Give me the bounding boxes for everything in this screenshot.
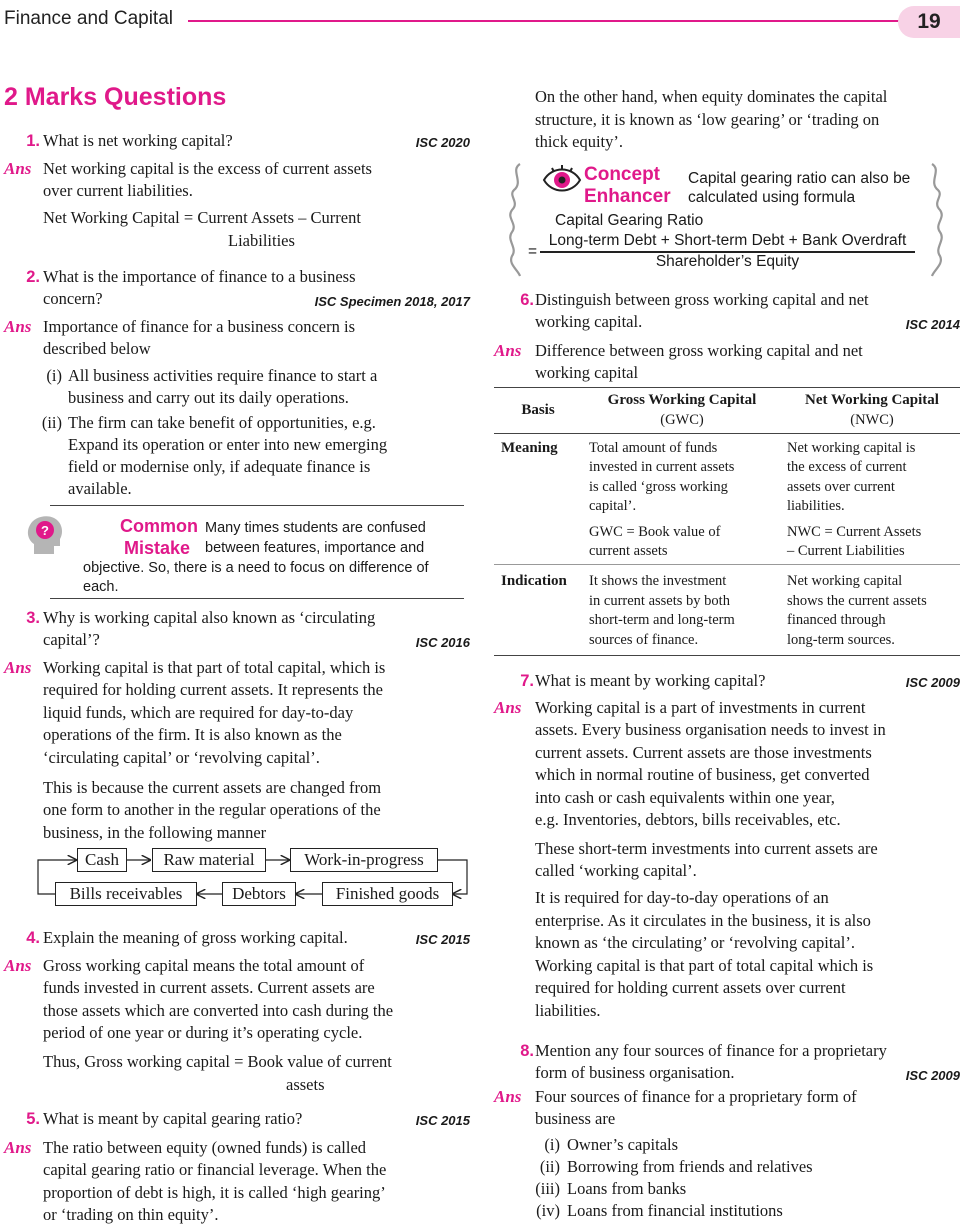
answer-label: Ans <box>494 341 522 360</box>
answer-line: period of one year or during it’s operating cycle. <box>43 1023 363 1042</box>
formula-numerator: Long-term Debt + Short-term Debt + Bank Overdraft <box>548 232 907 249</box>
question-text: What is the importance of finance to a business <box>43 267 356 286</box>
table-cell: Total amount of funds <box>589 440 718 456</box>
question-source: ISC 2015 <box>415 1113 470 1128</box>
list-text: The firm can take benefit of opportunities, e.g. <box>68 413 376 432</box>
question-number: 3. <box>26 609 40 627</box>
answer-line: e.g. Inventories, debtors, bills receivables, etc. <box>535 810 841 829</box>
table-header-sub: (GWC) <box>660 412 704 428</box>
table-cell: in current assets by both <box>589 593 730 609</box>
list-text: All business activities require finance to start a <box>68 366 378 385</box>
table-header: Net Working Capital <box>805 392 939 408</box>
question-text: Mention any four sources of finance for a proprietary <box>535 1041 887 1060</box>
list-text: Borrowing from friends and relatives <box>567 1157 813 1176</box>
page-number: 19 <box>898 6 960 38</box>
concept-enhancer-text: Capital gearing ratio can also be <box>688 170 911 187</box>
table-rule <box>494 433 960 434</box>
formula-label: Capital Gearing Ratio <box>555 212 704 229</box>
table-cell: Net working capital is <box>787 440 916 456</box>
answer-line: described below <box>43 339 151 358</box>
answer-label: Ans <box>494 698 522 717</box>
question-source: ISC 2014 <box>905 317 960 332</box>
paragraph-line: business, in the following manner <box>43 823 267 842</box>
list-number: (iv) <box>536 1201 560 1220</box>
concept-enhancer-text: calculated using formula <box>688 189 856 206</box>
flow-box-bills-receivables: Bills receivables <box>55 882 197 906</box>
mistake-title: Common <box>120 516 198 536</box>
question-number: 7. <box>520 672 534 690</box>
table-cell: shows the current assets <box>787 593 927 609</box>
question-text: form of business organisation. <box>535 1063 735 1082</box>
answer-line: Gross working capital means the total amount of <box>43 956 365 975</box>
mistake-text: Many times students are confused <box>205 520 426 536</box>
list-number: (iii) <box>535 1179 560 1198</box>
chapter-title: Finance and Capital <box>4 8 173 29</box>
table-cell: current assets <box>589 543 668 559</box>
table-cell: – Current Liabilities <box>787 543 905 559</box>
list-text: Loans from banks <box>567 1179 687 1198</box>
row-label-meaning: Meaning <box>501 440 558 456</box>
question-number: 1. <box>26 132 40 150</box>
formula-line: Net Working Capital = Current Assets – Current <box>43 208 361 227</box>
question-source: ISC 2016 <box>415 635 470 650</box>
formula-line: Liabilities <box>228 231 295 250</box>
question-text: working capital. <box>535 312 643 331</box>
formula-line: Thus, Gross working capital = Book value of current <box>43 1052 392 1071</box>
table-cell: liabilities. <box>787 498 845 514</box>
mistake-text: between features, importance and <box>205 540 425 556</box>
answer-line: working capital <box>535 363 639 382</box>
answer-line: liquid funds, which are required for day-to-day <box>43 703 354 722</box>
flow-box-finished-goods: Finished goods <box>322 882 453 906</box>
question-source: ISC 2009 <box>905 675 960 690</box>
table-cell: It shows the investment <box>589 573 727 589</box>
answer-line: ‘circulating capital’ or ‘revolving capital’. <box>43 748 320 767</box>
table-cell: financed through <box>787 612 886 628</box>
answer-line: required for holding current assets. It represents the <box>43 680 383 699</box>
paragraph-line: required for holding current assets over current <box>535 978 846 997</box>
answer-line: operations of the firm. It is also known as the <box>43 725 342 744</box>
answer-line: Working capital is a part of investments in current <box>535 698 866 717</box>
answer-label: Ans <box>4 1138 32 1157</box>
answer-line: Difference between gross working capital and net <box>535 341 863 360</box>
mistake-title: Mistake <box>124 538 191 558</box>
table-cell: short-term and long-term <box>589 612 735 628</box>
question-number: 5. <box>26 1110 40 1128</box>
mistake-text: each. <box>83 579 119 595</box>
question-source: ISC 2009 <box>905 1068 960 1083</box>
answer-line: Working capital is that part of total capital, which is <box>43 658 386 677</box>
question-source: ISC 2015 <box>415 932 470 947</box>
answer-line: Net working capital is the excess of current assets <box>43 159 372 178</box>
table-header: Basis <box>521 402 555 418</box>
question-text: concern? <box>43 289 103 308</box>
list-number: (ii) <box>539 1157 560 1176</box>
table-cell: long-term sources. <box>787 632 895 648</box>
svg-text:?: ? <box>41 523 49 538</box>
formula-line: assets <box>286 1075 325 1094</box>
question-text: What is net working capital? <box>43 131 233 150</box>
table-cell: Net working capital <box>787 573 903 589</box>
table-header: Gross Working Capital <box>607 392 757 408</box>
answer-line: over current liabilities. <box>43 181 193 200</box>
question-source: ISC 2020 <box>415 135 470 150</box>
flow-box-work-in-progress: Work-in-progress <box>290 848 438 872</box>
answer-label: Ans <box>494 1087 522 1106</box>
question-text: What is meant by capital gearing ratio? <box>43 1109 303 1128</box>
question-number: 4. <box>26 929 40 947</box>
answer-line: into cash or cash equivalents within one year, <box>535 788 835 807</box>
table-header-sub: (NWC) <box>850 412 894 428</box>
paragraph-line: These short-term investments into current assets are <box>535 839 878 858</box>
answer-line: Four sources of finance for a proprietary form of <box>535 1087 857 1106</box>
paragraph-line: liabilities. <box>535 1001 601 1020</box>
flow-box-debtors: Debtors <box>222 882 296 906</box>
answer-line: assets. Every business organisation needs to invest in <box>535 720 886 739</box>
answer-line: funds invested in current assets. Current assets are <box>43 978 375 997</box>
list-text: field or modernise only, if adequate finance is <box>68 457 371 476</box>
list-text: Loans from financial institutions <box>567 1201 783 1220</box>
list-number: (i) <box>46 366 62 385</box>
row-label-indication: Indication <box>501 573 567 589</box>
paragraph-line: one form to another in the regular operations of the <box>43 800 381 819</box>
paragraph-line: It is required for day-to-day operations of an <box>535 888 829 907</box>
answer-label: Ans <box>4 159 32 178</box>
question-text: Why is working capital also known as ‘circulating <box>43 608 376 627</box>
answer-line: structure, it is known as ‘low gearing’ or ‘trading on <box>535 110 880 129</box>
answer-line: Importance of finance for a business concern is <box>43 317 356 336</box>
question-source: ISC Specimen 2018, 2017 <box>314 294 470 309</box>
mistake-text: objective. So, there is a need to focus on difference of <box>83 560 429 576</box>
list-text: Expand its operation or enter into new emerging <box>68 435 388 454</box>
table-rule <box>494 564 960 565</box>
answer-line: thick equity’. <box>535 132 623 151</box>
paragraph-line: enterprise. As it circulates in the business, it is also <box>535 911 871 930</box>
list-text: Owner’s capitals <box>567 1135 679 1154</box>
answer-line: capital gearing ratio or financial leverage. When the <box>43 1160 387 1179</box>
question-text: Distinguish between gross working capital and net <box>535 290 869 309</box>
answer-label: Ans <box>4 956 32 975</box>
section-heading: 2 Marks Questions <box>4 83 227 111</box>
paragraph-line: Working capital is that part of total capital which is <box>535 956 874 975</box>
answer-line: or ‘trading on thin equity’. <box>43 1205 219 1224</box>
table-cell: the excess of current <box>787 459 907 475</box>
table-cell: capital’. <box>589 498 637 514</box>
flow-box-cash: Cash <box>77 848 127 872</box>
eye-icon <box>542 162 582 200</box>
answer-line: those assets which are converted into cash during the <box>43 1001 394 1020</box>
answer-line: current assets. Current assets are those investments <box>535 743 872 762</box>
answer-line: The ratio between equity (owned funds) is called <box>43 1138 367 1157</box>
formula-equals: = <box>528 243 538 260</box>
answer-label: Ans <box>4 317 32 336</box>
flow-box-raw-material: Raw material <box>152 848 266 872</box>
answer-label: Ans <box>4 658 32 677</box>
question-number: 8. <box>520 1042 534 1060</box>
paragraph-line: called ‘working capital’. <box>535 861 697 880</box>
table-cell: NWC = Current Assets <box>787 524 922 540</box>
table-cell: sources of finance. <box>589 632 699 648</box>
table-rule <box>494 655 960 656</box>
list-number: (ii) <box>41 413 62 432</box>
formula-denominator: Shareholder’s Equity <box>655 253 800 270</box>
paragraph-line: This is because the current assets are changed from <box>43 778 382 797</box>
table-cell: GWC = Book value of <box>589 524 721 540</box>
answer-line: proportion of debt is high, it is called ‘high gearing’ <box>43 1183 386 1202</box>
answer-line: On the other hand, when equity dominates the capital <box>535 87 888 106</box>
list-text: business and carry out its daily operations. <box>68 388 349 407</box>
question-text: What is meant by working capital? <box>535 671 766 690</box>
paragraph-line: known as ‘the circulating’ or ‘revolving capital’. <box>535 933 855 952</box>
question-number: 2. <box>26 268 40 286</box>
question-number: 6. <box>520 291 534 309</box>
table-cell: is called ‘gross working <box>589 479 728 495</box>
table-cell: assets over current <box>787 479 895 495</box>
table-rule <box>494 387 960 388</box>
question-text: Explain the meaning of gross working capital. <box>43 928 348 947</box>
answer-line: which in normal routine of business, get converted <box>535 765 870 784</box>
list-number: (i) <box>544 1135 560 1154</box>
answer-line: business are <box>535 1109 616 1128</box>
table-cell: invested in current assets <box>589 459 735 475</box>
concept-enhancer-title: Enhancer <box>584 186 671 207</box>
question-text: capital’? <box>43 630 100 649</box>
list-text: available. <box>68 479 132 498</box>
concept-enhancer-title: Concept <box>584 164 660 185</box>
